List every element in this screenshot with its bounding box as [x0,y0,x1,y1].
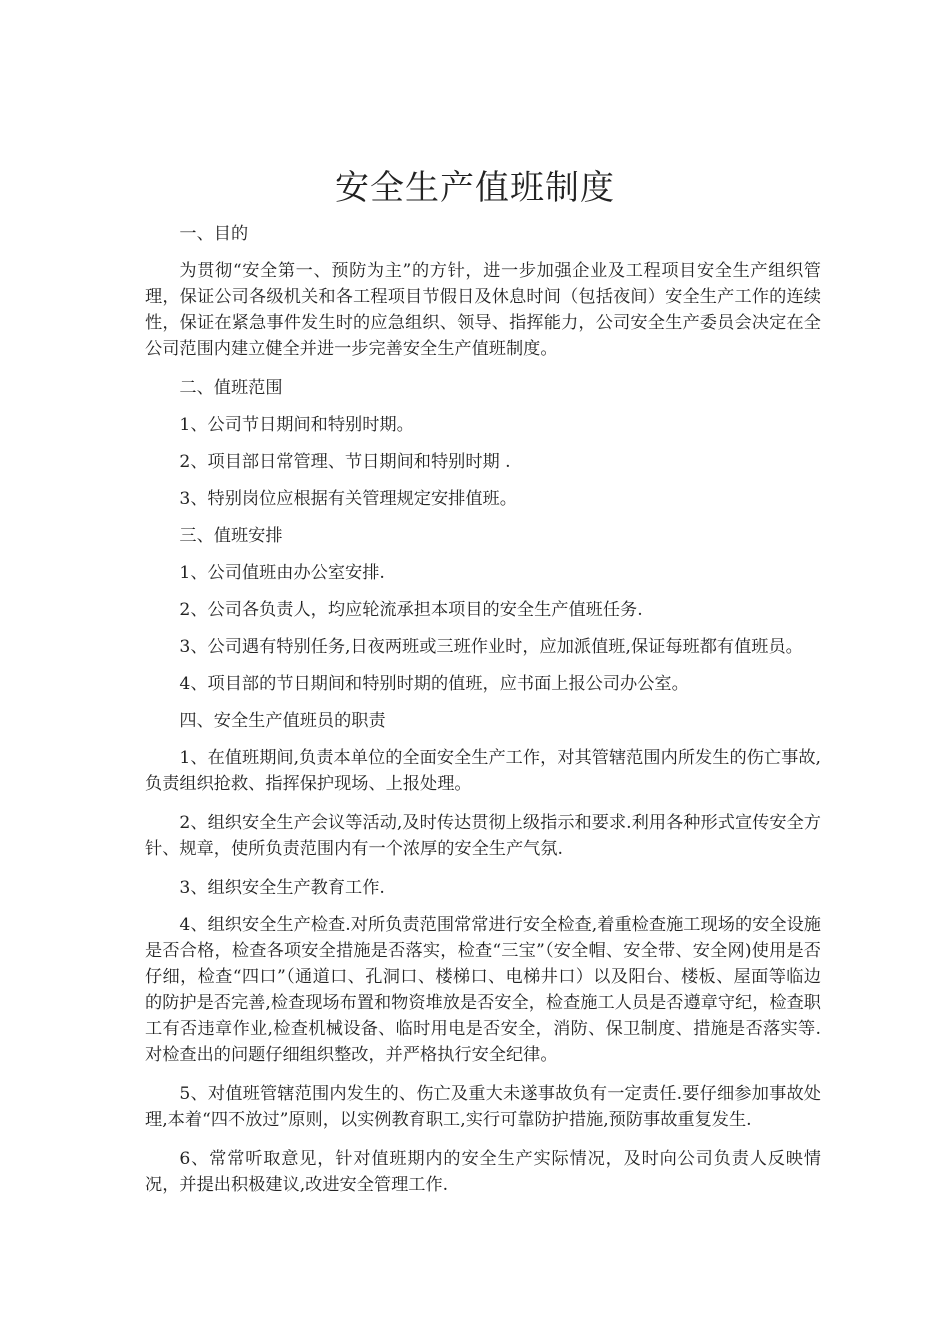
section-heading: 二、值班范围 [179,378,283,398]
duty-paragraph: 5、对值班管辖范围内发生的、伤亡及重大未遂事故负有一定责任.要仔细参加事故处理,本着“四不放过”原则，以实例教育职工,实行可靠防护措施,预防事故重复发生. [145,1084,821,1130]
list-item: 2、公司各负责人，均应轮流承担本项目的安全生产值班任务. [179,600,643,620]
duty-paragraph: 4、组织安全生产检查.对所负责范围常常进行安全检查,着重检查施工现场的安全设施是否合格，检查各项安全措施是否落实，检查“三宝”（安全帽、安全带、安全网)使用是否仔细，检查“四口”（通道口、孔洞口、楼梯口、电梯井口）以及阳台、楼板、屋面等临边的防护是否完善,检查现场布置和物资堆放是否安全，检查施工人员是否遵章守纪，检查职工有否违章作业,检查机械设备、临时用电是否安全，消防、保卫制度、措施是否落实等.对检查出的问题仔细组织整改，并严格执行安全纪律。 [145,915,821,1065]
list-item: 1、公司节日期间和特别时期。 [179,415,414,435]
list-item: 1、公司值班由办公室安排. [179,563,385,583]
duty-item: 3、组织安全生产教育工作. [179,878,385,898]
list-item: 3、特别岗位应根据有关管理规定安排值班。 [179,489,517,509]
section-heading: 三、值班安排 [179,526,283,546]
list-item: 4、项目部的节日期间和特别时期的值班，应书面上报公司办公室。 [179,674,689,694]
list-item: 3、公司遇有特别任务,日夜两班或三班作业时，应加派值班,保证每班都有值班员。 [179,637,803,657]
paragraph: 为贯彻“安全第一、预防为主”的方针，进一步加强企业及工程项目安全生产组织管理，保证公司各级机关和各工程项目节假日及休息时间（包括夜间）安全生产工作的连续性，保证在紧急事件发生时的应急组织、领导、指挥能力，公司安全生产委员会决定在全公司范围内建立健全并进一步完善安全生产值班制度。 [145,261,821,359]
document-title: 安全生产值班制度 [335,168,615,208]
list-item: 2、项目部日常管理、节日期间和特别时期 . [179,452,511,472]
duty-paragraph: 6、常常听取意见，针对值班期内的安全生产实际情况，及时向公司负责人反映情况，并提出积极建议,改进安全管理工作. [145,1149,821,1195]
section-heading: 四、安全生产值班员的职责 [179,711,386,731]
section-heading: 一、目的 [179,224,249,244]
duty-paragraph: 1、在值班期间,负责本单位的全面安全生产工作，对其管辖范围内所发生的伤亡事故,负责组织抢救、指挥保护现场、上报处理。 [145,748,821,794]
duty-paragraph: 2、组织安全生产会议等活动,及时传达贯彻上级指示和要求.利用各种形式宣传安全方针、规章，使所负责范围内有一个浓厚的安全生产气氛. [145,813,821,859]
document-body [145,221,821,1211]
